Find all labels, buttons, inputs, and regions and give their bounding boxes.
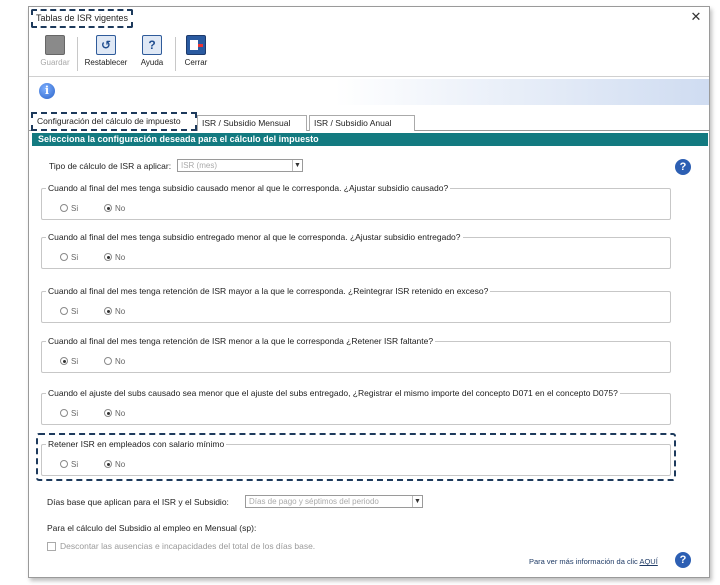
descontar-ausencias-label: Descontar las ausencias e incapacidades del total de los días base. — [60, 541, 316, 551]
more-info-text: Para ver más información da clic — [529, 557, 638, 566]
checkbox-icon — [47, 542, 56, 551]
radio-si-label: Si — [71, 253, 79, 262]
isr-tables-window — [28, 6, 710, 578]
descontar-ausencias-checkbox[interactable] — [47, 541, 315, 551]
radio-icon — [60, 307, 68, 315]
radio-no[interactable] — [104, 307, 125, 316]
save-icon — [45, 35, 65, 55]
save-button[interactable] — [37, 35, 73, 67]
radio-no[interactable] — [104, 409, 125, 418]
radio-si-label: Si — [71, 409, 79, 418]
option-group-legend: Cuando el ajuste del subs causado sea menor que el ajuste del subs entregado, ¿Registrar el mismo importe del concepto D071 en el concepto D075? — [48, 388, 618, 398]
radio-icon — [60, 253, 68, 261]
option-group-legend: Cuando al final del mes tenga subsidio entregado menor al que le corresponda. ¿Ajustar subsidio entregado? — [48, 232, 461, 242]
option-group — [41, 232, 671, 269]
radio-icon — [104, 357, 112, 365]
radio-si[interactable] — [60, 409, 78, 418]
info-icon: i — [39, 83, 55, 99]
help-button-label: Ayuda — [140, 58, 164, 67]
toolbar-separator — [175, 37, 176, 71]
radio-si[interactable] — [60, 460, 78, 469]
radio-icon — [60, 409, 68, 417]
save-button-label: Guardar — [40, 58, 70, 67]
window-close-button[interactable]: ✕ — [690, 9, 702, 24]
tab-configuracion[interactable]: Configuración del cálculo de impuesto — [31, 112, 197, 131]
dias-base-select[interactable] — [245, 495, 423, 508]
more-info — [529, 557, 658, 566]
radio-si-label: Si — [71, 204, 79, 213]
radio-si[interactable] — [60, 253, 78, 262]
reset-button[interactable] — [81, 35, 131, 67]
close-button-label: Cerrar — [184, 58, 208, 67]
info-bar — [29, 79, 709, 105]
tab-strip — [29, 111, 709, 131]
reset-button-label: Restablecer — [84, 58, 128, 67]
footer-help-icon[interactable]: ? — [675, 552, 691, 568]
dias-base-value: Días de pago y séptimos del periodo — [249, 497, 379, 506]
radio-no-label: No — [115, 409, 126, 418]
radio-icon — [60, 204, 68, 212]
toolbar-separator — [77, 37, 78, 71]
radio-icon — [104, 204, 112, 212]
tipo-calculo-label: Tipo de cálculo de ISR a aplicar: — [49, 161, 172, 171]
option-group — [41, 388, 671, 425]
option-group-legend: Cuando al final del mes tenga retención de ISR mayor a la que le corresponda. ¿Reintegrar ISR retenido en exceso? — [48, 286, 489, 296]
radio-no-label: No — [115, 460, 126, 469]
option-group-legend: Cuando al final del mes tenga subsidio causado menor al que le corresponda. ¿Ajustar subsidio causado? — [48, 183, 449, 193]
radio-no-label: No — [115, 253, 126, 262]
radio-icon — [104, 409, 112, 417]
radio-icon — [104, 307, 112, 315]
option-group-legend: Cuando al final del mes tenga retención de ISR menor a la que le corresponda ¿Retener ISR faltante? — [48, 336, 434, 346]
radio-si-label: Si — [71, 460, 79, 469]
radio-si-label: Si — [71, 357, 79, 366]
title-bar — [29, 7, 709, 29]
radio-icon — [104, 253, 112, 261]
subsidio-label: Para el cálculo del Subsidio al empleo en Mensual (sp): — [47, 523, 257, 533]
window-title: Tablas de ISR vigentes — [31, 9, 133, 28]
section-header: Selecciona la configuración deseada para el cálculo del impuesto — [32, 133, 708, 146]
option-group — [41, 286, 671, 323]
help-icon[interactable]: ? — [675, 159, 691, 175]
option-group — [41, 336, 671, 373]
tab-isr-mensual[interactable]: ISR / Subsidio Mensual — [197, 115, 307, 131]
reset-icon: ↺ — [96, 35, 116, 55]
radio-icon — [60, 460, 68, 468]
radio-si[interactable] — [60, 357, 78, 366]
option-group — [41, 183, 671, 220]
help-icon: ? — [142, 35, 162, 55]
close-door-icon — [186, 35, 206, 55]
radio-icon — [60, 357, 68, 365]
radio-si[interactable] — [60, 307, 78, 316]
radio-si[interactable] — [60, 204, 78, 213]
radio-no[interactable] — [104, 460, 125, 469]
chevron-down-icon: ▼ — [412, 496, 422, 507]
radio-no[interactable] — [104, 253, 125, 262]
more-info-link[interactable]: AQUÍ — [639, 557, 658, 566]
tipo-calculo-select[interactable] — [177, 159, 303, 172]
help-button[interactable] — [135, 35, 169, 67]
radio-icon — [104, 460, 112, 468]
radio-no[interactable] — [104, 204, 125, 213]
dias-base-label: Días base que aplican para el ISR y el Subsidio: — [47, 497, 229, 507]
toolbar — [29, 31, 709, 77]
chevron-down-icon: ▼ — [292, 160, 302, 171]
option-group-legend: Retener ISR en empleados con salario mínimo — [48, 439, 225, 449]
option-group-salario-minimo — [41, 439, 671, 476]
radio-no-label: No — [115, 204, 126, 213]
close-button[interactable] — [181, 35, 211, 67]
radio-no-label: No — [115, 307, 126, 316]
tab-isr-anual[interactable]: ISR / Subsidio Anual — [309, 115, 415, 131]
tipo-calculo-value: ISR (mes) — [181, 161, 217, 170]
radio-si-label: Si — [71, 307, 79, 316]
radio-no-label: No — [115, 357, 126, 366]
radio-no[interactable] — [104, 357, 125, 366]
